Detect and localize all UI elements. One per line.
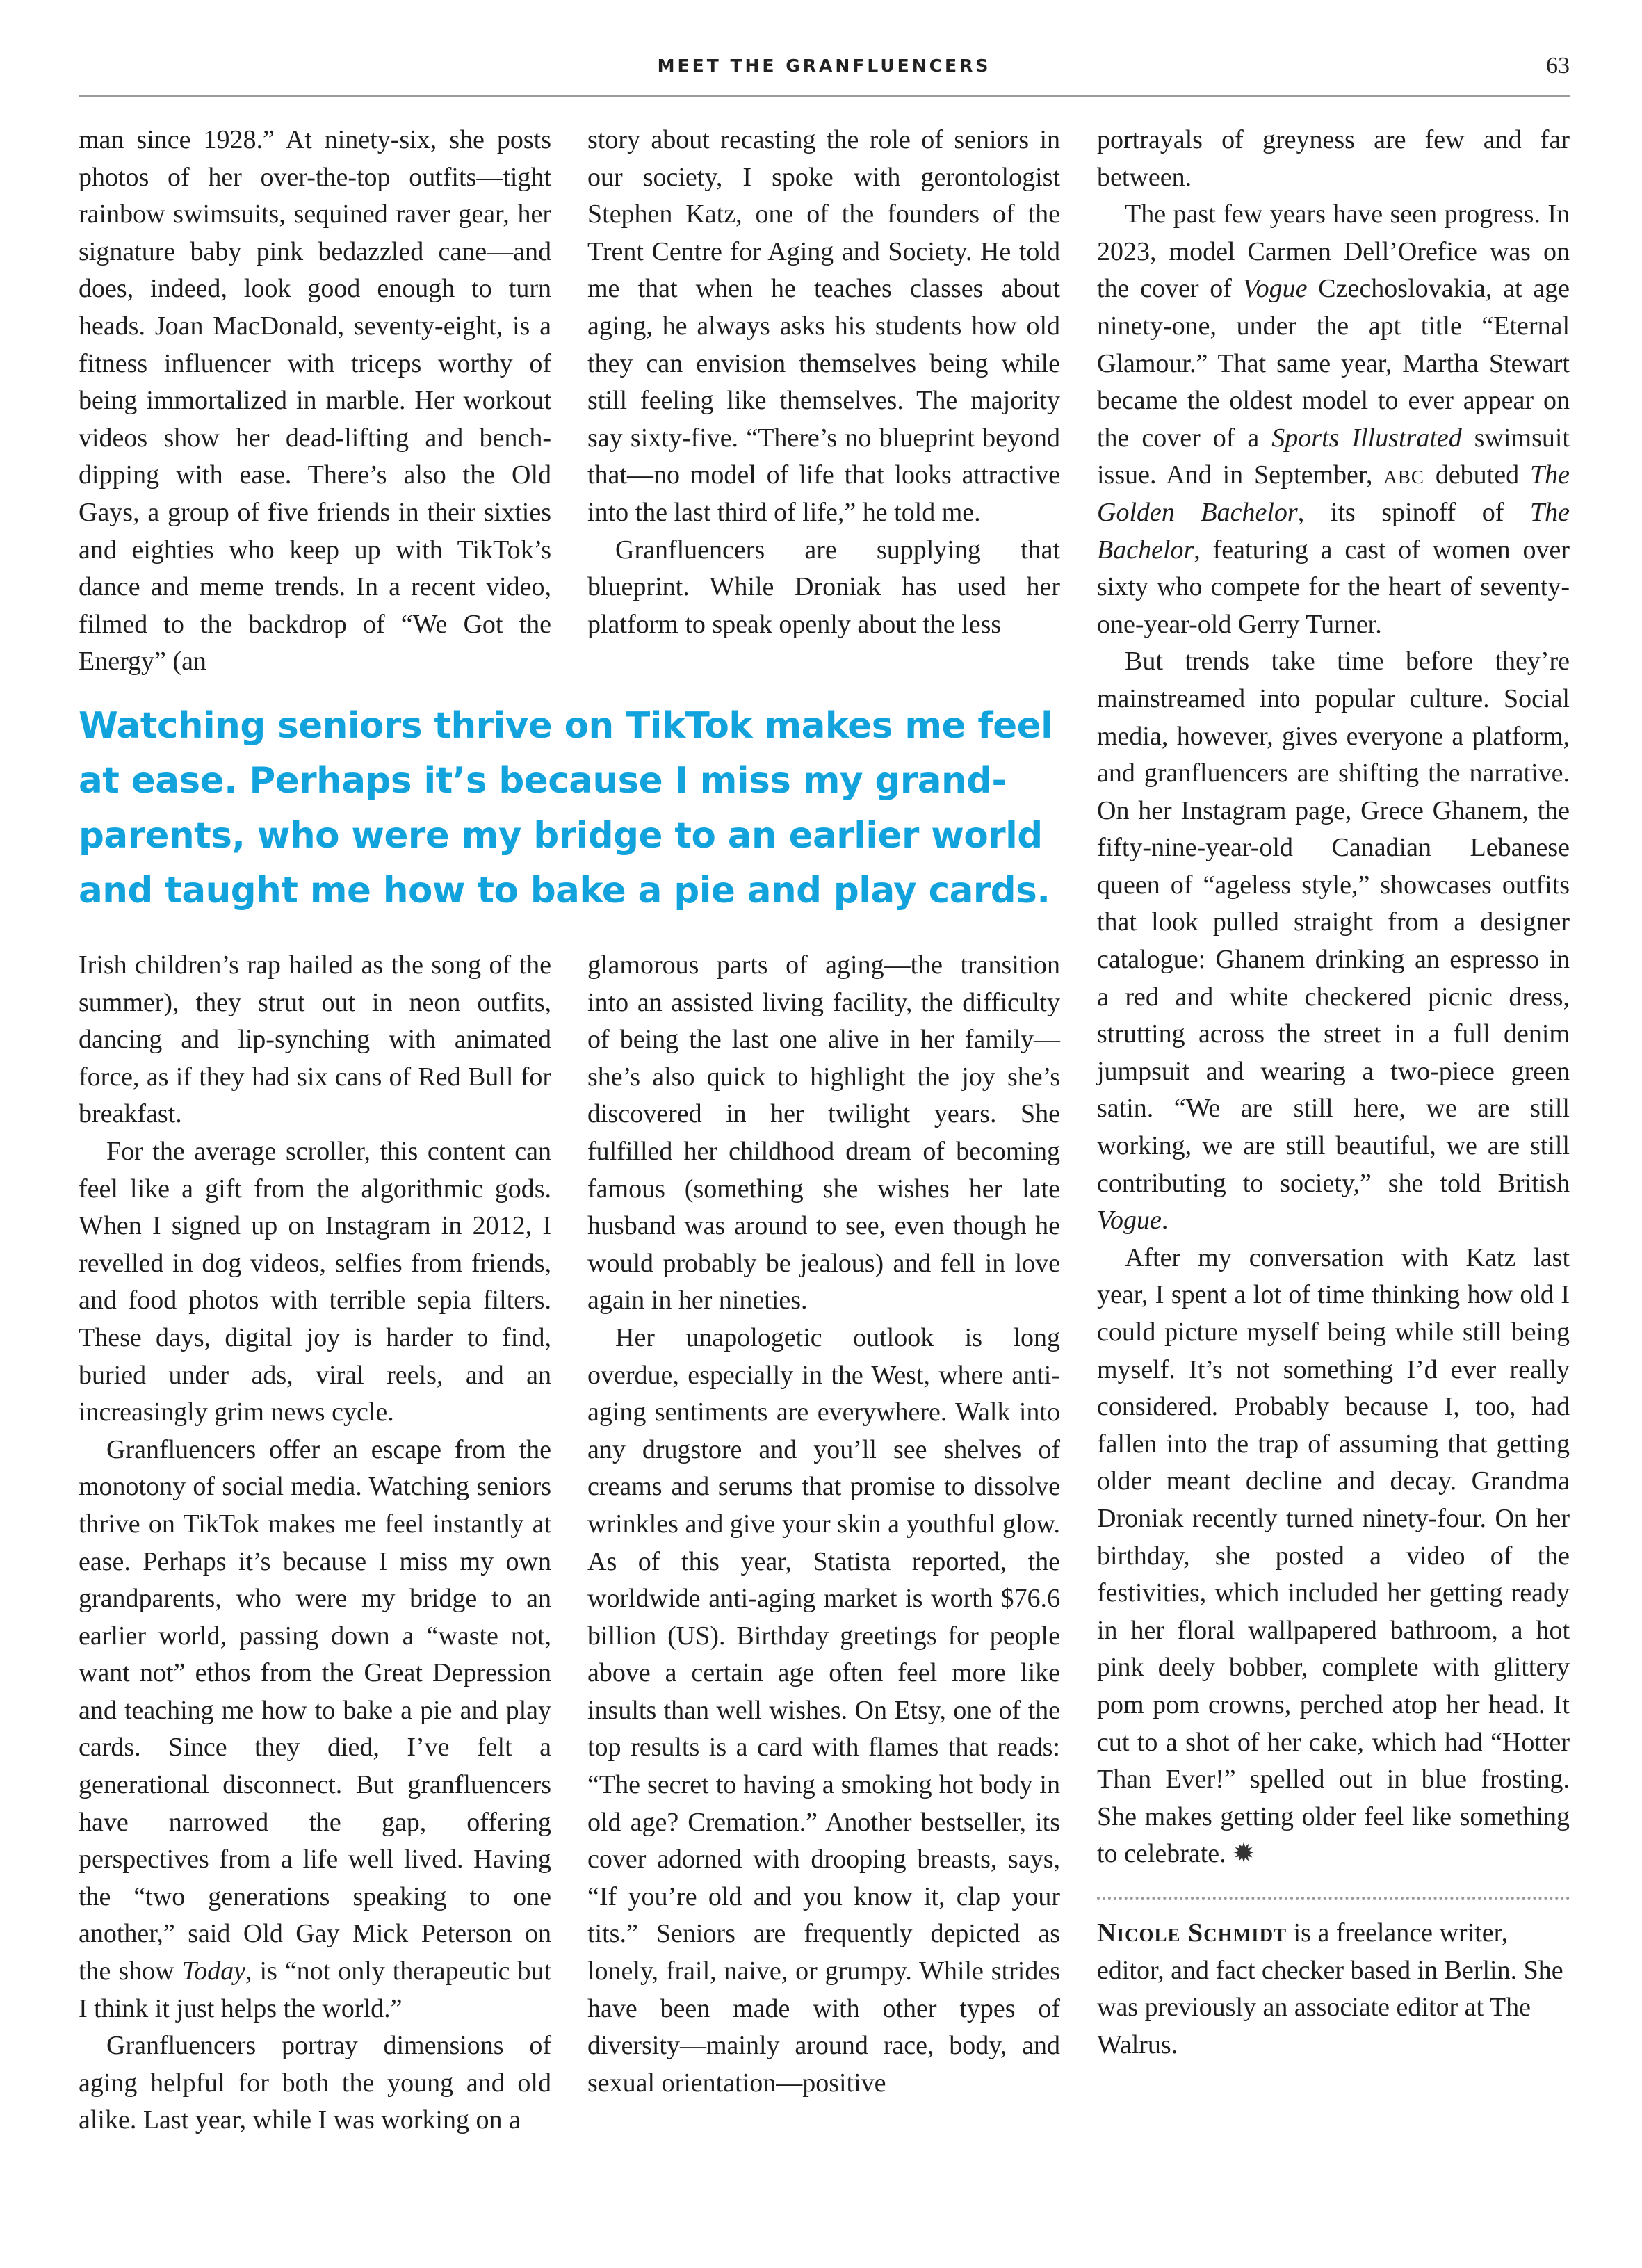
show-title: Today xyxy=(181,1957,246,1986)
column-1-bottom xyxy=(79,947,551,2139)
show-title: The Golden Bachelor xyxy=(1097,460,1570,527)
pull-quote-line: Watching seniors thrive on TikTok makes me feel xyxy=(79,705,1053,747)
bio-text: is a freelance writer, editor, and fact checker based in Berlin. She was previously an associate editor at The Walrus. xyxy=(1097,1918,1563,2059)
pull-quote-line: at ease. Perhaps it’s because I miss my grand- xyxy=(79,760,1007,802)
text-run: swimsuit issue. And in September, xyxy=(1097,423,1570,490)
bio-divider xyxy=(1097,1897,1570,1900)
page-number: 63 xyxy=(1546,53,1570,79)
magazine-title: Vogue xyxy=(1242,274,1308,304)
paragraph: Irish children’s rap hailed as the song of the summer), they strut out in neon outfits, dancing and lip-synching with animated force, as if they had six cans of Red Bull for breakfast. xyxy=(79,950,551,1129)
magazine-title: Vogue xyxy=(1097,1206,1162,1236)
paragraph: glamorous parts of aging—the transition into an assisted living facility, the difficulty of being the last one alive in her family—she’s also quick to highlight the joy she’s discovered in her twilight years. She fulfilled her childhood dream of becoming famous (something she wishes her late husband was around to see, even though he would probably be jealous) and fell in love again in her nineties. xyxy=(587,950,1060,1315)
paragraph xyxy=(1097,1240,1570,1873)
author-bio xyxy=(1097,1915,1570,2064)
text-run: debuted xyxy=(1424,460,1530,490)
column-1-top xyxy=(79,122,551,681)
text-run: , is “not only therapeutic but I think it just helps the world.” xyxy=(79,1957,551,2023)
pull-quote-line: and taught me how to bake a pie and play cards. xyxy=(79,870,1050,912)
end-mark-icon: ✹ xyxy=(1233,1839,1255,1869)
pull-quote-line: parents, who were my bridge to an earlier world xyxy=(79,815,1043,857)
text-run: Czechoslovakia, at age ninety-one, under the apt title “Eternal Glamour.” That same year, Martha Stewart became the oldest model to ever appear on the cover of a xyxy=(1097,274,1570,453)
running-title: MEET THE GRANFLUENCERS xyxy=(657,56,991,76)
column-2-top xyxy=(587,122,1060,643)
running-header xyxy=(79,53,1570,97)
text-run: , featuring a cast of women over sixty who compete for the heart of seventy-one-year-old Gerry Turner. xyxy=(1097,535,1570,639)
paragraph: Granfluencers are supplying that blueprint. While Droniak has used her platform to speak openly about the less xyxy=(587,535,1060,639)
network-name: abc xyxy=(1383,460,1424,490)
text-run: The past few years have seen progress. In 2023, model Carmen Dell’Orefice was on the cover of xyxy=(1097,200,1570,304)
column-2-bottom xyxy=(587,947,1060,2102)
text-run: Granfluencers offer an escape from the monotony of social media. Watching seniors thrive on TikTok makes me feel instantly at ease. Perhaps it’s because I miss my own grandparents, who were my bridge to an earlier world, passing down a “waste not, want not” ethos from the Great Depression and teaching me how to bake a pie and play cards. Since they died, I’ve felt a generational disconnect. But granfluencers have narrowed the gap, offering perspectives from a life well lived. Having the “two generations speaking to one another,” said Old Gay Mick Peterson on the show xyxy=(79,1434,551,1986)
column-3 xyxy=(1097,122,1570,2064)
paragraph: story about recasting the role of seniors in our society, I spoke with gerontologist Stephen Katz, one of the founders of the Trent Centre for Aging and Society. He told me that when he teaches classes about aging, he always asks his students how old they can envision themselves being while still feeling like themselves. The majority say sixty-five. “There’s no blueprint beyond that—no model of life that looks attractive into the last third of life,” he told me. xyxy=(587,125,1060,527)
paragraph: portrayals of greyness are few and far between. xyxy=(1097,125,1570,192)
pull-quote xyxy=(79,699,1060,918)
text-run: After my conversation with Katz last year, I spent a lot of time thinking how old I could picture myself being while still being myself. It’s not something I’d ever really considered. Probably because I, too, had fallen into the trap of assuming that getting older meant decline and decay. Grandma Droniak recently turned ninety-four. On her birthday, she posted a video of the festivities, which included her getting ready in her floral wallpapered bathroom, a hot pink deely bobber, complete with glittery pom pom crowns, perched atop her head. It cut to a shot of her cake, which had “Hotter Than Ever!” spelled out in blue frosting. She makes getting older feel like something to celebrate. xyxy=(1097,1242,1570,1869)
paragraph xyxy=(79,1432,551,2028)
paragraph: Her unapologetic outlook is long overdue, especially in the West, where anti-aging sentiments are everywhere. Walk into any drugstore and you’ll see shelves of creams and serums that promise to dissolve wrinkles and give your skin a youthful glow. As of this year, Statista reported, the worldwide anti-aging market is worth $76.6 billion (US). Birthday greetings for people above a certain age often feel more like insults than well wishes. On Etsy, one of the top results is a card with flames that reads: “The secret to having a smoking hot body in old age? Cremation.” Another bestseller, its cover adorned with drooping breasts, says, “If you’re old and you know it, clap your tits.” Seniors are frequently depicted as lonely, frail, naive, or grumpy. While strides have been made with other types of diversity—mainly around race, body, and sexual orientation—positive xyxy=(587,1322,1060,2098)
text-run: . xyxy=(1161,1206,1169,1236)
text-run: But trends take time before they’re mainstreamed into popular culture. Social media, however, gives everyone a platform, and granfluencers are shifting the narrative. On her Instagram page, Grece Ghanem, the fifty-nine-year-old Canadian Lebanese queen of “ageless style,” showcases outfits that look pulled straight from a designer catalogue: Ghanem drinking an espresso in a red and white checkered picnic dress, strutting across the street in a full denim jumpsuit and wearing a two-piece green satin. “We are still here, we are still working, we are still beautiful, we are still contributing to society,” she told British xyxy=(1097,647,1570,1198)
paragraph: Granfluencers portray dimensions of aging helpful for both the young and old alike. Last year, while I was working on a xyxy=(79,2031,551,2135)
show-title: The Bachelor xyxy=(1097,497,1570,565)
paragraph xyxy=(1097,643,1570,1240)
magazine-title: Sports Illustrated xyxy=(1271,423,1462,453)
text-run: , its spinoff of xyxy=(1297,497,1530,527)
paragraph xyxy=(1097,196,1570,643)
paragraph: man since 1928.” At ninety-six, she posts photos of her over-the-top outfits—tight rainbow swimsuits, sequined raver gear, her signature baby pink bedazzled cane—and does, indeed, look good enough to turn heads. Joan MacDonald, seventy-eight, is a fitness influencer with triceps worthy of being immortalized in marble. Her workout videos show her dead-lifting and bench-dipping with ease. There’s also the Old Gays, a group of five friends in their sixties and eighties who keep up with TikTok’s dance and meme trends. In a recent video, filmed to the backdrop of “We Got the Energy” (an xyxy=(79,125,551,677)
paragraph: For the average scroller, this content can feel like a gift from the algorithmic gods. When I signed up on Instagram in 2012, I revelled in dog videos, selfies from friends, and food photos with terrible sepia filters. These days, digital joy is harder to find, buried under ads, viral reels, and an increasingly grim news cycle. xyxy=(79,1136,551,1427)
author-name: Nicole Schmidt xyxy=(1097,1918,1287,1947)
